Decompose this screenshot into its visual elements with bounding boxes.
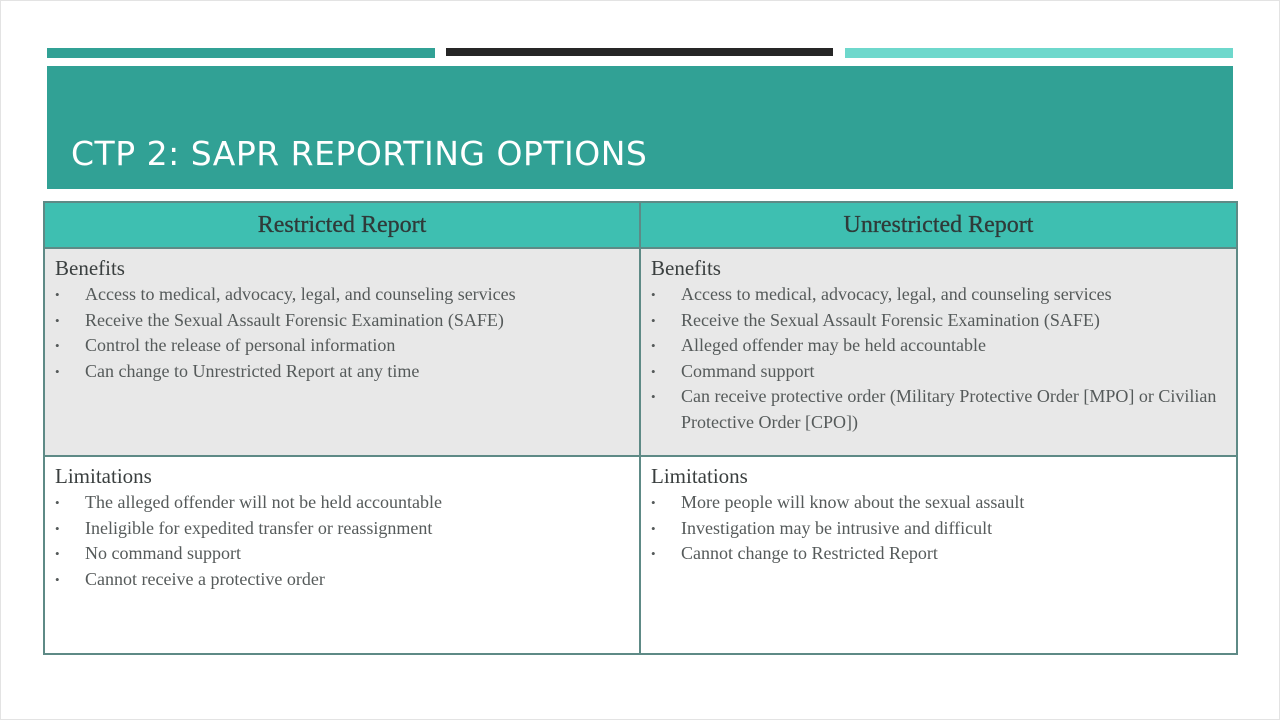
reporting-options-table [43, 201, 1238, 655]
bullet-icon: • [651, 338, 656, 353]
unrestricted-benefits-list [651, 282, 1226, 435]
list-item-text: Alleged offender may be held accountable [681, 335, 987, 355]
bullet-icon: • [651, 495, 656, 510]
list-item-text: Can receive protective order (Military Protective Order [MPO] or Civilian Protective Order [CPO]) [681, 386, 1217, 432]
bullet-icon: • [55, 312, 60, 328]
list-item-text: Investigation may be intrusive and difficult [681, 517, 993, 538]
list-item [55, 541, 629, 567]
list-item [55, 308, 629, 334]
unrestricted-limitations-list [651, 490, 1226, 567]
bullet-icon: • [651, 546, 656, 561]
restricted-benefits-list [55, 282, 629, 384]
bullet-icon: • [55, 363, 60, 379]
list-item-text: No command support [85, 543, 241, 563]
benefits-label: Benefits [651, 256, 721, 280]
bullet-icon: • [651, 520, 656, 536]
list-item [55, 333, 629, 359]
bullet-icon: • [651, 287, 656, 302]
list-item-text: More people will know about the sexual assault [681, 492, 1025, 512]
list-item-text: Access to medical, advocacy, legal, and counseling services [681, 284, 1112, 304]
restricted-report-header: Restricted Report [44, 202, 640, 248]
accent-bar-light-teal [845, 48, 1233, 58]
title-banner [47, 66, 1233, 189]
unrestricted-limitations-cell [640, 456, 1237, 654]
bullet-icon: • [55, 546, 60, 561]
list-item-text: Cannot receive a protective order [85, 568, 325, 589]
benefits-row [44, 248, 1237, 456]
list-item-text: The alleged offender will not be held accountable [85, 492, 443, 512]
bullet-icon: • [55, 287, 60, 302]
restricted-limitations-cell [44, 456, 640, 654]
list-item [55, 282, 629, 308]
list-item [651, 308, 1226, 334]
slide-title: CTP 2: SAPR REPORTING OPTIONS [71, 134, 648, 173]
bullet-icon: • [651, 363, 656, 379]
bullet-icon: • [55, 338, 60, 353]
bullet-icon: • [55, 520, 60, 536]
list-item-text: Receive the Sexual Assault Forensic Examination (SAFE) [85, 309, 504, 330]
limitations-label: Limitations [651, 464, 748, 488]
unrestricted-report-header: Unrestricted Report [640, 202, 1237, 248]
limitations-label: Limitations [55, 464, 152, 488]
benefits-label: Benefits [55, 256, 125, 280]
list-item-text: Command support [681, 360, 815, 381]
restricted-limitations-list [55, 490, 629, 592]
bullet-icon: • [651, 312, 656, 328]
list-item-text: Ineligible for expedited transfer or reassignment [85, 517, 433, 538]
bullet-icon: • [55, 495, 60, 510]
accent-bar-teal [47, 48, 435, 58]
list-item [651, 490, 1226, 516]
list-item [651, 359, 1226, 385]
list-item-text: Can change to Unrestricted Report at any time [85, 360, 420, 381]
list-item [651, 516, 1226, 542]
restricted-benefits-cell [44, 248, 640, 456]
list-item-text: Control the release of personal information [85, 335, 396, 355]
limitations-row [44, 456, 1237, 654]
list-item [55, 490, 629, 516]
accent-bar-dark [446, 48, 833, 56]
list-item [55, 567, 629, 593]
list-item [651, 282, 1226, 308]
list-item-text: Access to medical, advocacy, legal, and counseling services [85, 284, 516, 304]
list-item [55, 516, 629, 542]
bullet-icon: • [55, 571, 60, 587]
list-item [651, 541, 1226, 567]
list-item-text: Cannot change to Restricted Report [681, 543, 938, 563]
unrestricted-benefits-cell [640, 248, 1237, 456]
bullet-icon: • [651, 389, 656, 404]
list-item [651, 333, 1226, 359]
list-item [651, 384, 1226, 435]
table-header-row [44, 202, 1237, 248]
list-item-text: Receive the Sexual Assault Forensic Examination (SAFE) [681, 309, 1100, 330]
list-item [55, 359, 629, 385]
